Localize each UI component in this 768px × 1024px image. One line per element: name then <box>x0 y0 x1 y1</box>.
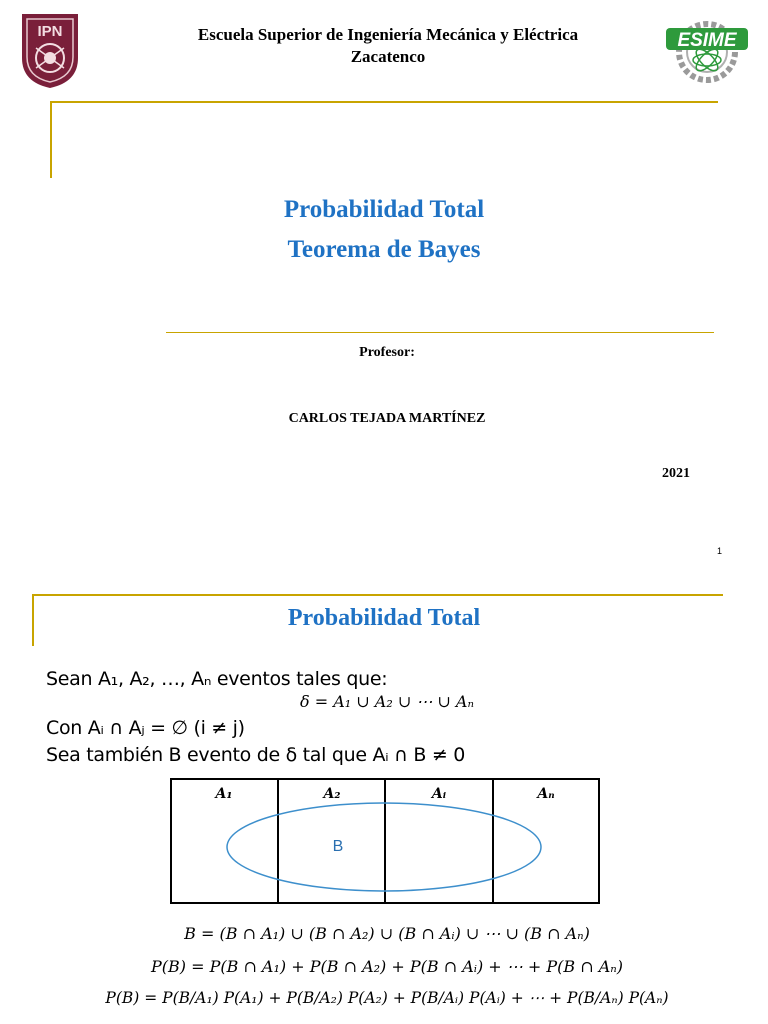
partition-label: Aᵢ <box>431 786 447 802</box>
school-name <box>110 24 666 68</box>
professor-name: CARLOS TEJADA MARTÍNEZ <box>288 411 486 426</box>
pb-sum-equation: P(B) = P(B ∩ A₁) + P(B ∩ A₂) + P(B ∩ Aᵢ) + ⋯ + P(B ∩ Aₙ) <box>151 957 623 976</box>
year: 2021 <box>662 466 690 481</box>
partition-label: A₂ <box>323 786 341 802</box>
slide2-title: Probabilidad Total <box>287 605 481 631</box>
header-side-rule <box>50 101 52 178</box>
event-b-label: B <box>332 838 344 855</box>
ipn-logo-text: IPN <box>37 23 63 40</box>
slide2-header-rule <box>32 594 723 596</box>
ipn-logo-icon <box>16 8 84 90</box>
partition-diagram <box>170 778 600 906</box>
header-rule <box>50 101 718 103</box>
school-name-line2: Zacatenco <box>350 47 426 66</box>
partition-label: Aₙ <box>537 786 555 802</box>
school-name-line1: Escuela Superior de Ingeniería Mecánica y Eléctrica <box>197 25 579 44</box>
intro-line: Sean A₁, A₂, …, Aₙ eventos tales que: <box>46 668 388 690</box>
esime-logo-icon <box>664 14 750 86</box>
total-probability-slide <box>0 580 768 1024</box>
slide-title-line2: Teorema de Bayes <box>287 236 481 263</box>
total-probability-equation: P(B) = P(B/A₁) P(A₁) + P(B/A₂) P(A₂) + P(B/Aᵢ) P(Aᵢ) + ⋯ + P(B/Aₙ) P(Aₙ) <box>105 989 669 1007</box>
disjoint-condition: Con Aᵢ ∩ Aⱼ = ∅ (i ≠ j) <box>46 717 245 739</box>
slide-title-line1: Probabilidad Total <box>283 196 485 223</box>
sample-space-equation: δ = A₁ ∪ A₂ ∪ ⋯ ∪ Aₙ <box>300 692 474 711</box>
professor-label: Profesor: <box>359 345 415 360</box>
page-number: 1 <box>716 546 722 556</box>
title-rule <box>166 332 714 333</box>
partition-label: A₁ <box>215 786 233 802</box>
esime-logo-text: ESIME <box>677 30 737 51</box>
event-b-condition: Sea también B evento de δ tal que Aᵢ ∩ B ≠ 0 <box>46 744 465 766</box>
b-decomposition-equation: B = (B ∩ A₁) ∪ (B ∩ A₂) ∪ (B ∩ Aᵢ) ∪ ⋯ ∪ (B ∩ Aₙ) <box>184 924 590 943</box>
